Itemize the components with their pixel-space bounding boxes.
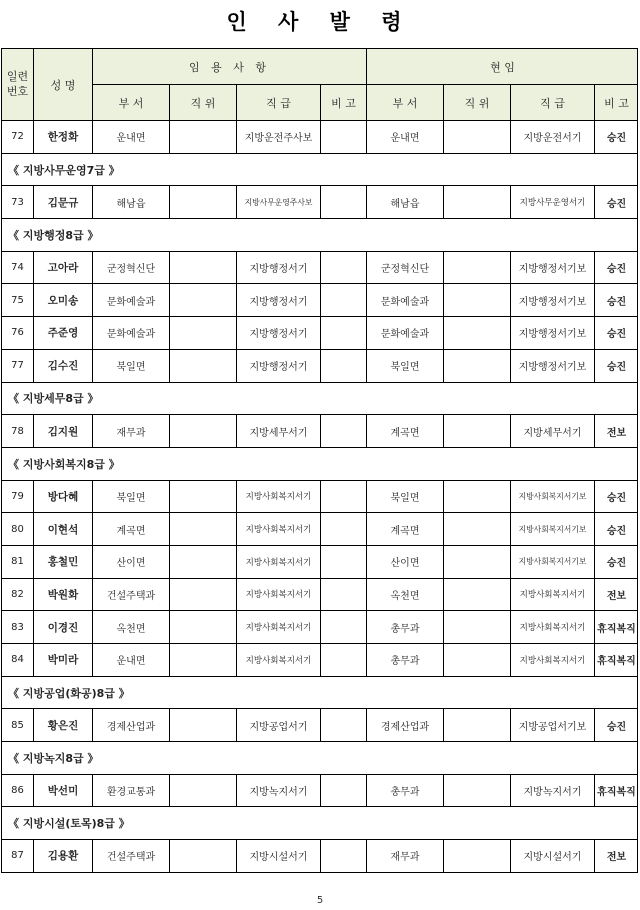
- current-grade-cell: 지방운전서기: [511, 121, 595, 153]
- appoint-grade-cell: 지방사회복지서기: [237, 644, 321, 676]
- appoint-position-cell: [170, 284, 237, 316]
- appoint-dept-cell: 북일면: [93, 350, 170, 382]
- appoint-remark-cell: [321, 186, 367, 218]
- appoint-grade-cell: 지방행정서기: [237, 252, 321, 284]
- appoint-dept-cell: 문화예술과: [93, 284, 170, 316]
- appoint-dept-cell: 재무과: [93, 415, 170, 447]
- table-row: [2, 481, 637, 514]
- current-position-cell: [444, 840, 511, 872]
- person-name-cell: 김용환: [34, 840, 93, 872]
- person-name-cell: 한정화: [34, 121, 93, 153]
- appoint-remark-cell: [321, 644, 367, 676]
- person-name-cell: 김수진: [34, 350, 93, 382]
- document-title: 인 사 발 령: [226, 10, 414, 34]
- header-appointment: 임 용 사 항: [93, 49, 367, 85]
- table-row: [2, 579, 637, 612]
- appoint-dept-cell: 군정혁신단: [93, 252, 170, 284]
- current-grade-cell: 지방사무운영서기: [511, 186, 595, 218]
- current-remark-cell: 승진: [606, 133, 627, 145]
- appoint-dept-cell: 건설주택과: [93, 840, 170, 872]
- current-remark-cell: 승진: [606, 329, 627, 341]
- current-position-cell: [444, 644, 511, 676]
- table-row: [2, 415, 637, 448]
- appoint-dept-cell: 경제산업과: [93, 709, 170, 741]
- serial-no-cell: 85: [2, 709, 34, 741]
- current-dept-cell: 경제산업과: [367, 709, 444, 741]
- appoint-grade-cell: 지방세무서기: [237, 415, 321, 447]
- appoint-grade-cell: 지방운전주사보: [237, 121, 321, 153]
- appoint-position-cell: [170, 840, 237, 872]
- current-grade-cell: 지방행정서기보: [511, 350, 595, 382]
- appoint-grade-cell: 지방시설서기: [237, 840, 321, 872]
- serial-no-cell: 84: [2, 644, 34, 676]
- grade-group-header: 《 지방세무8급 》: [2, 383, 637, 416]
- grade-group-header: 《 지방녹지8급 》: [2, 742, 637, 775]
- appoint-position-cell: [170, 579, 237, 611]
- appoint-remark-cell: [321, 840, 367, 872]
- appoint-grade-cell: 지방사무운영주사보: [237, 186, 321, 218]
- current-position-cell: [444, 513, 511, 545]
- serial-no-cell: 79: [2, 481, 34, 513]
- grade-group-header: 《 지방공업(화공)8급 》: [2, 677, 637, 710]
- appoint-grade-cell: 지방행정서기: [237, 350, 321, 382]
- person-name-cell: 이경진: [34, 611, 93, 643]
- person-name-cell: 박원화: [34, 579, 93, 611]
- current-position-cell: [444, 350, 511, 382]
- appoint-grade-cell: 지방사회복지서기: [237, 481, 321, 513]
- current-grade-cell: 지방사회복지서기: [511, 644, 595, 676]
- current-position-cell: [444, 415, 511, 447]
- header-current-position: 직 위: [444, 85, 511, 120]
- table-row: [2, 546, 637, 579]
- page-number: 5: [316, 895, 324, 906]
- appoint-remark-cell: [321, 415, 367, 447]
- appoint-position-cell: [170, 513, 237, 545]
- appoint-position-cell: [170, 775, 237, 807]
- person-name-cell: 박미라: [34, 644, 93, 676]
- current-dept-cell: 총무과: [367, 611, 444, 643]
- current-position-cell: [444, 481, 511, 513]
- current-position-cell: [444, 546, 511, 578]
- current-remark-cell: 휴직복직: [597, 787, 636, 799]
- person-name-cell: 주준영: [34, 317, 93, 349]
- current-dept-cell: 해남읍: [367, 186, 444, 218]
- person-name-cell: 오미송: [34, 284, 93, 316]
- appoint-dept-cell: 건설주택과: [93, 579, 170, 611]
- current-remark-cell: 휴직복직: [597, 623, 636, 635]
- person-name-cell: 김문규: [34, 186, 93, 218]
- serial-no-cell: 87: [2, 840, 34, 872]
- person-name-cell: 방다혜: [34, 481, 93, 513]
- current-grade-cell: 지방행정서기보: [511, 284, 595, 316]
- current-remark-cell: 승진: [606, 558, 627, 570]
- table-row: [2, 284, 637, 317]
- appoint-dept-cell: 북일면: [93, 481, 170, 513]
- person-name-cell: 이현석: [34, 513, 93, 545]
- current-dept-cell: 총무과: [367, 775, 444, 807]
- appoint-remark-cell: [321, 775, 367, 807]
- table-row: [2, 121, 637, 154]
- table-row: [2, 350, 637, 383]
- header-appoint-dept: 부 서: [93, 85, 170, 120]
- current-dept-cell: 계곡면: [367, 415, 444, 447]
- current-dept-cell: 산이면: [367, 546, 444, 578]
- appoint-dept-cell: 해남읍: [93, 186, 170, 218]
- current-remark-cell: 승진: [606, 296, 627, 308]
- current-grade-cell: 지방사회복지서기보: [511, 481, 595, 513]
- current-grade-cell: 지방행정서기보: [511, 252, 595, 284]
- appoint-position-cell: [170, 709, 237, 741]
- serial-no-cell: 86: [2, 775, 34, 807]
- current-dept-cell: 재무과: [367, 840, 444, 872]
- appoint-grade-cell: 지방사회복지서기: [237, 546, 321, 578]
- appoint-grade-cell: 지방사회복지서기: [237, 513, 321, 545]
- header-current-remark: 비 고: [604, 96, 629, 110]
- current-position-cell: [444, 121, 511, 153]
- appoint-position-cell: [170, 121, 237, 153]
- table-row: [2, 840, 637, 873]
- current-grade-cell: 지방시설서기: [511, 840, 595, 872]
- current-dept-cell: 운내면: [367, 121, 444, 153]
- appoint-position-cell: [170, 252, 237, 284]
- person-name-cell: 홍철민: [34, 546, 93, 578]
- current-remark-cell: 승진: [606, 525, 627, 537]
- appoint-remark-cell: [321, 546, 367, 578]
- person-name-cell: 황은진: [34, 709, 93, 741]
- appoint-dept-cell: 산이면: [93, 546, 170, 578]
- person-name-cell: 박선미: [34, 775, 93, 807]
- current-position-cell: [444, 317, 511, 349]
- current-remark-cell: 전보: [606, 427, 627, 439]
- serial-no-cell: 82: [2, 579, 34, 611]
- serial-no-cell: 81: [2, 546, 34, 578]
- table-row: [2, 252, 637, 285]
- table-row: [2, 611, 637, 644]
- current-grade-cell: 지방녹지서기: [511, 775, 595, 807]
- current-remark-cell: 승진: [606, 198, 627, 210]
- serial-no-cell: 75: [2, 284, 34, 316]
- current-dept-cell: 군정혁신단: [367, 252, 444, 284]
- appoint-dept-cell: 문화예술과: [93, 317, 170, 349]
- appoint-position-cell: [170, 644, 237, 676]
- appoint-grade-cell: 지방행정서기: [237, 317, 321, 349]
- current-remark-cell: 전보: [606, 590, 627, 602]
- appoint-remark-cell: [321, 252, 367, 284]
- appoint-dept-cell: 옥천면: [93, 611, 170, 643]
- current-remark-cell: 휴직복직: [597, 656, 636, 668]
- serial-no-cell: 72: [2, 121, 34, 153]
- serial-no-cell: 73: [2, 186, 34, 218]
- current-dept-cell: 계곡면: [367, 513, 444, 545]
- appoint-dept-cell: 환경교통과: [93, 775, 170, 807]
- current-remark-cell: 승진: [606, 492, 627, 504]
- current-dept-cell: 총무과: [367, 644, 444, 676]
- appoint-remark-cell: [321, 284, 367, 316]
- current-dept-cell: 옥천면: [367, 579, 444, 611]
- serial-no-cell: 77: [2, 350, 34, 382]
- appoint-dept-cell: 계곡면: [93, 513, 170, 545]
- serial-no-cell: 74: [2, 252, 34, 284]
- table-row: [2, 709, 637, 742]
- appoint-position-cell: [170, 611, 237, 643]
- appoint-dept-cell: 운내면: [93, 644, 170, 676]
- grade-group-header: 《 지방사회복지8급 》: [2, 448, 637, 481]
- current-grade-cell: 지방사회복지서기보: [511, 513, 595, 545]
- appoint-position-cell: [170, 481, 237, 513]
- serial-no-cell: 76: [2, 317, 34, 349]
- current-position-cell: [444, 709, 511, 741]
- appoint-dept-cell: 운내면: [93, 121, 170, 153]
- appoint-remark-cell: [321, 513, 367, 545]
- appoint-remark-cell: [321, 709, 367, 741]
- current-remark-cell: 승진: [606, 362, 627, 374]
- appointment-table: [1, 48, 638, 873]
- current-remark-cell: 승진: [606, 264, 627, 276]
- table-header: [2, 49, 637, 121]
- current-position-cell: [444, 252, 511, 284]
- grade-group-header: 《 지방시설(토목)8급 》: [2, 807, 637, 840]
- header-appoint-position: 직 위: [170, 85, 237, 120]
- grade-group-header: 《 지방행정8급 》: [2, 219, 637, 252]
- current-position-cell: [444, 579, 511, 611]
- appoint-remark-cell: [321, 350, 367, 382]
- header-current-dept: 부 서: [367, 85, 444, 120]
- appoint-remark-cell: [321, 317, 367, 349]
- current-dept-cell: 북일면: [367, 350, 444, 382]
- appoint-grade-cell: 지방사회복지서기: [237, 611, 321, 643]
- serial-no-cell: 83: [2, 611, 34, 643]
- serial-no-cell: 78: [2, 415, 34, 447]
- header-name: 성 명: [34, 49, 93, 120]
- person-name-cell: 고아라: [34, 252, 93, 284]
- header-current: 현 임: [367, 49, 638, 85]
- appoint-grade-cell: 지방녹지서기: [237, 775, 321, 807]
- appoint-grade-cell: 지방행정서기: [237, 284, 321, 316]
- appoint-remark-cell: [321, 121, 367, 153]
- appoint-position-cell: [170, 546, 237, 578]
- current-dept-cell: 문화예술과: [367, 317, 444, 349]
- header-appoint-grade: 직 급: [237, 85, 321, 120]
- current-position-cell: [444, 186, 511, 218]
- current-position-cell: [444, 284, 511, 316]
- current-grade-cell: 지방사회복지서기보: [511, 546, 595, 578]
- appoint-remark-cell: [321, 481, 367, 513]
- current-dept-cell: 문화예술과: [367, 284, 444, 316]
- appoint-remark-cell: [321, 611, 367, 643]
- person-name-cell: 김지원: [34, 415, 93, 447]
- current-grade-cell: 지방세무서기: [511, 415, 595, 447]
- current-grade-cell: 지방사회복지서기: [511, 579, 595, 611]
- current-position-cell: [444, 611, 511, 643]
- current-remark-cell: 전보: [606, 852, 627, 864]
- appoint-grade-cell: 지방공업서기: [237, 709, 321, 741]
- appoint-position-cell: [170, 350, 237, 382]
- header-current-grade: 직 급: [511, 85, 595, 120]
- current-grade-cell: 지방행정서기보: [511, 317, 595, 349]
- appoint-grade-cell: 지방사회복지서기: [237, 579, 321, 611]
- current-position-cell: [444, 775, 511, 807]
- current-grade-cell: 지방사회복지서기: [511, 611, 595, 643]
- appoint-position-cell: [170, 186, 237, 218]
- current-grade-cell: 지방공업서기보: [511, 709, 595, 741]
- table-row: [2, 513, 637, 546]
- current-dept-cell: 북일면: [367, 481, 444, 513]
- appoint-position-cell: [170, 415, 237, 447]
- table-body: [2, 121, 637, 873]
- grade-group-header: 《 지방사무운영7급 》: [2, 154, 637, 187]
- current-remark-cell: 승진: [606, 721, 627, 733]
- table-row: [2, 186, 637, 219]
- header-serial-no: 일련번호: [2, 49, 34, 120]
- table-row: [2, 317, 637, 350]
- serial-no-cell: 80: [2, 513, 34, 545]
- header-appoint-remark: 비 고: [321, 85, 367, 120]
- appoint-position-cell: [170, 317, 237, 349]
- table-row: [2, 775, 637, 808]
- table-row: [2, 644, 637, 677]
- appoint-remark-cell: [321, 579, 367, 611]
